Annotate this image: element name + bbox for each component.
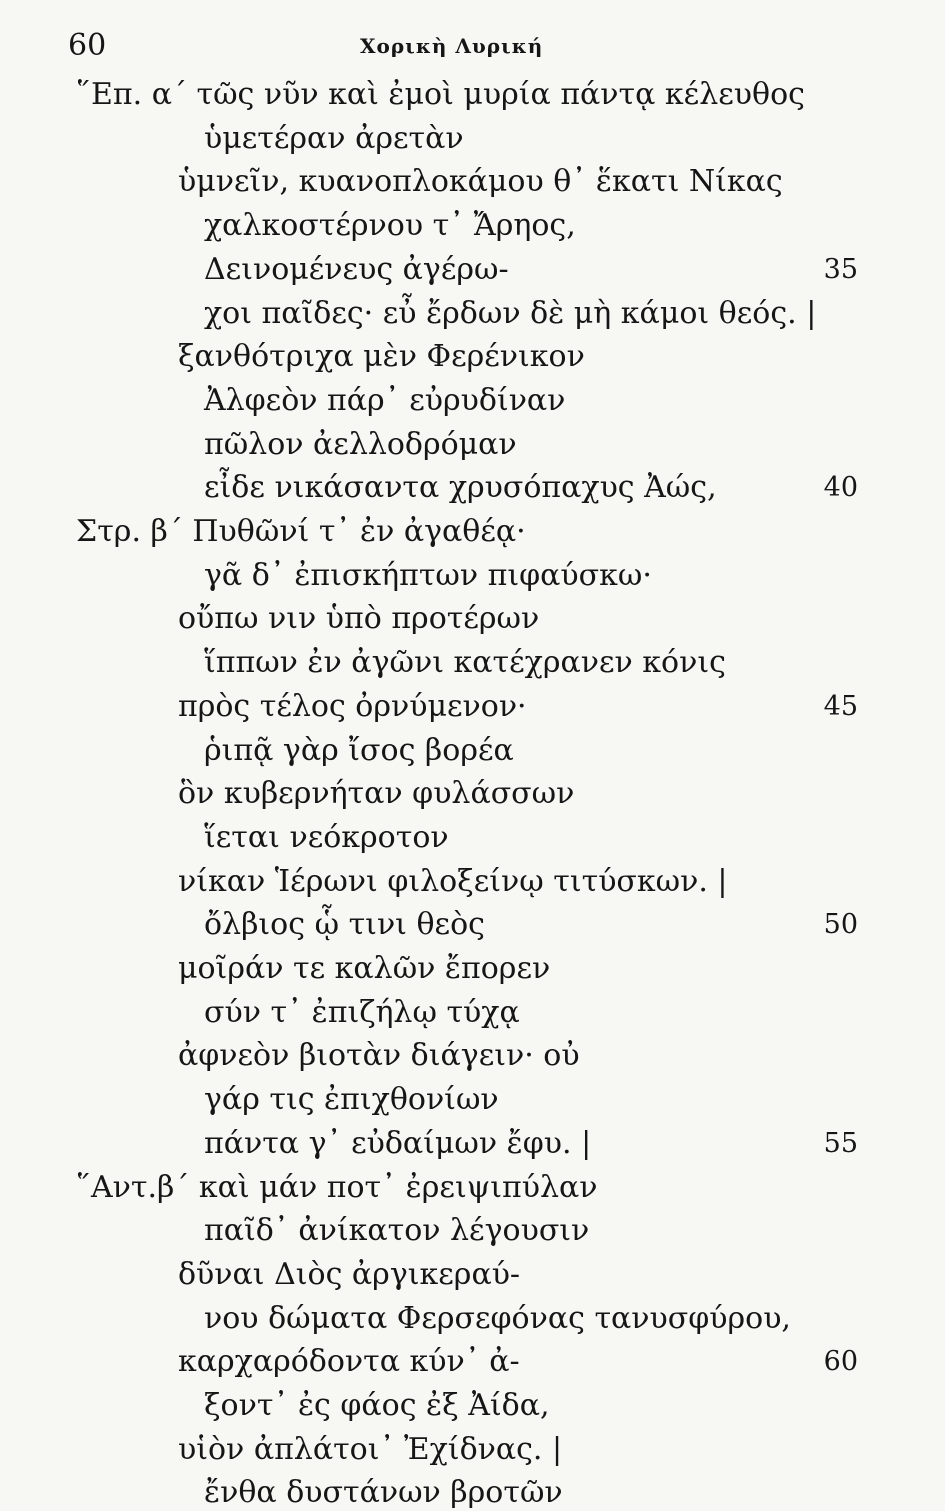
verse-line: παῖδ᾿ ἀνίκατον λέγουσιν bbox=[204, 1213, 590, 1248]
verse-line: ἀφνεὸν βιοτὰν διάγειν· οὐ bbox=[178, 1038, 580, 1073]
verse-line: Δεινομένευς ἀγέρω- bbox=[204, 252, 509, 287]
verse-line: ξοντ᾿ ἐς φάος ἐξ Ἀίδα, bbox=[204, 1388, 550, 1423]
verse-line: ῥιπᾷ γὰρ ἴσος βορέα bbox=[204, 733, 514, 768]
verse-line: ὃν κυβερνήταν φυλάσσων bbox=[178, 776, 575, 811]
verse-line: οὔπω νιν ὑπὸ προτέρων bbox=[178, 601, 540, 636]
verse-line: ὑμετέραν ἀρετὰν bbox=[204, 121, 464, 156]
verse-line: υἱὸν ἀπλάτοι᾿ Ἐχίδνας. | bbox=[178, 1432, 563, 1467]
verse-line: γᾶ δ᾿ ἐπισκήπτων πιφαύσκω· bbox=[204, 558, 652, 593]
line-number: 35 bbox=[823, 254, 858, 285]
page-header bbox=[0, 28, 945, 78]
verse-line: νου δώματα Φερσεφόνας τανυσφύρου, bbox=[204, 1301, 791, 1336]
verse-line: Στρ. β΄ Πυθῶνί τ᾿ ἐν ἀγαθέᾳ· bbox=[76, 514, 526, 549]
verse-line: χοι παῖδες· εὖ ἔρδων δὲ μὴ κάμοι θεός. | bbox=[204, 296, 817, 331]
verse-line: χαλκοστέρνου τ᾿ Ἄρηος, bbox=[204, 208, 576, 243]
verse-line: πῶλον ἀελλοδρόμαν bbox=[204, 427, 517, 462]
verse-line: δῦναι Διὸς ἀργικεραύ- bbox=[178, 1257, 521, 1292]
verse-line: Ἀλφεὸν πάρ᾿ εὐρυδίναν bbox=[204, 383, 566, 418]
verse-line: ξανθότριχα μὲν Φερένικον bbox=[178, 339, 585, 374]
verse-line: ῞Αντ.β΄ καὶ μάν ποτ᾿ ἐρειψιπύλαν bbox=[76, 1170, 598, 1205]
verse-line: πρὸς τέλος ὀρνύμενον· bbox=[178, 689, 527, 724]
line-number: 45 bbox=[823, 691, 858, 722]
line-number: 50 bbox=[823, 909, 858, 940]
verse-line: πάντα γ᾿ εὐδαίμων ἔφυ. | bbox=[204, 1126, 592, 1161]
verse-line: ἵππων ἐν ἀγῶνι κατέχρανεν κόνις bbox=[204, 645, 726, 680]
line-number: 55 bbox=[823, 1128, 858, 1159]
verse-line: ὄλβιος ᾧ τινι θεὸς bbox=[204, 907, 485, 942]
verse-line: μοῖράν τε καλῶν ἔπορεν bbox=[178, 951, 551, 986]
verse-line: ἵεται νεόκροτον bbox=[204, 820, 449, 855]
verse-line: εἶδε νικάσαντα χρυσόπαχυς Ἀώς, bbox=[204, 470, 717, 505]
verse-line: γάρ τις ἐπιχθονίων bbox=[204, 1082, 499, 1117]
verse-line: σύν τ᾿ ἐπιζήλῳ τύχᾳ bbox=[204, 995, 520, 1030]
running-title: Χορικὴ Λυρική bbox=[360, 34, 544, 58]
page-number: 60 bbox=[68, 28, 107, 63]
line-number: 40 bbox=[823, 472, 858, 503]
verse-line: καρχαρόδοντα κύν᾿ ἀ- bbox=[178, 1344, 520, 1379]
verse-line: νίκαν Ἱέρωνι φιλοξείνῳ τιτύσκων. | bbox=[178, 864, 728, 899]
line-number: 60 bbox=[823, 1346, 858, 1377]
verse-line: ῞Επ. α΄ τῶς νῦν καὶ ἐμοὶ μυρία πάντᾳ κέλευθος bbox=[76, 77, 805, 112]
verse-line: ὑμνεῖν, κυανοπλοκάμου θ᾿ ἕκατι Νίκας bbox=[178, 164, 783, 199]
verse-line: ἔνθα δυστάνων βροτῶν bbox=[204, 1475, 563, 1510]
